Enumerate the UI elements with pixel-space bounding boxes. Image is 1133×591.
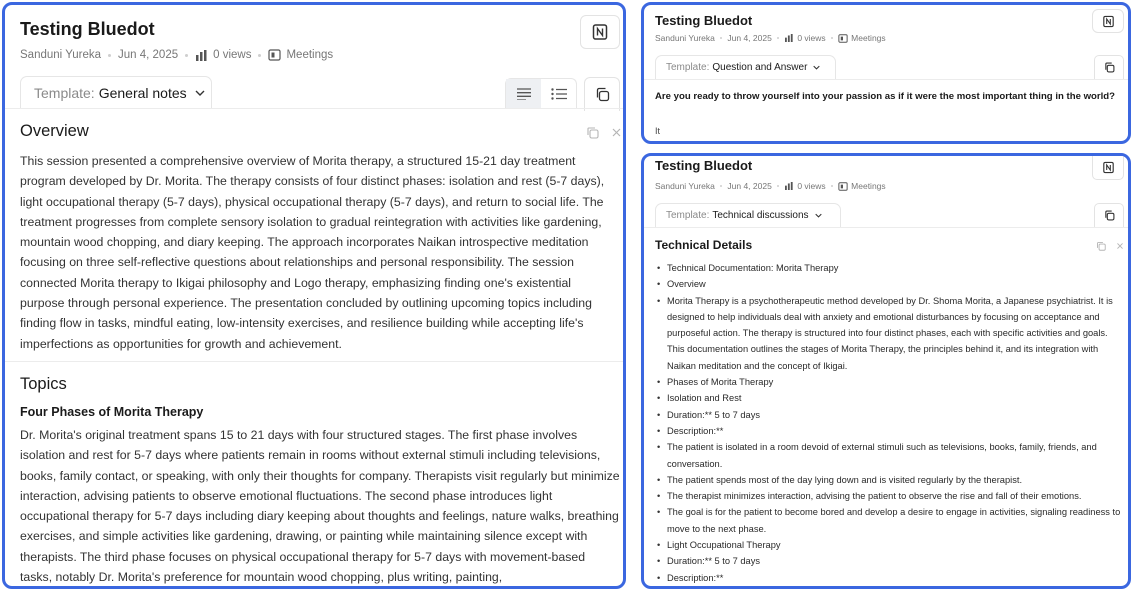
bullet-item: • The goal is for the patient to become bored and develop a desire to engage in activities, signaling readiness to move to the next phase. (656, 504, 1124, 537)
bullet-item: • Morita Therapy is a psychotherapeutic method developed by Dr. Shoma Morita, a Japanese psychiatrist. It is designed to help individuals deal with anxiety and emotional disturbances by focusing on acceptance and purposeful action. The therapy is structured into four distinct phases, each with specific activities and goals. This documentation outlines the stages of Morita Therapy, the principles behind it, and its integration with Naikan meditation and the concept of Ikigai. (656, 293, 1124, 374)
views-count: 0 views (784, 33, 825, 43)
copy-icon (1104, 62, 1115, 73)
overview-text: This session presented a comprehensive overview of Morita therapy, a structured 15-21 day treatment program developed by Dr. Morita. The therapy consists of four distinct phases: isolation and rest (5-7 days), light occupational therapy (5-7 days), physical occupational therapy (5-7 days), and return to social life. The treatment progresses from complete sensory isolation to gradual reintegration with activities like gardening, mountain wood chopping, and diary keeping. The approach incorporates Naikan introspective meditation focusing on three self-reflective questions about relationships and personal responsibility. The session connected Morita therapy to Ikigai philosophy and Logo therapy, emphasizing finding one's existential purpose through personal experience. The presentation concluded by outlining upcoming topics including finding flow in tasks, mindful eating, low-intensity exercises, and resilience building while accepting life's imperfections as opportunities for growth and achievement. (20, 154, 605, 351)
topic-text: Dr. Morita's original treatment spans 15 to 21 days with four structured stages. The first phase involves isolation and rest for 5-7 days where patients remain in rooms without external stimuli including televisions, books, family contact, or speaking, with only their thoughts for company. Therapists visit regularly but minimize interaction, advising patients to observe emotional fluctuations. The second phase introduces light occupational therapy for 5-7 days including diary keeping about thoughts and feelings, nature walks, breathing exercises, and simple activities like gardening, drawing, or painting while maintaining silence except with therapists. The third phase focuses on physical occupational therapy for 5-7 days with movement-based tasks, notably Dr. Morita's preference for mountain wood chopping, plus writing, painting, (20, 428, 620, 585)
topic-subheading: Four Phases of Morita Therapy (20, 405, 204, 419)
author-name: Sanduni Yureka (20, 49, 101, 61)
views-count: 0 views (784, 181, 825, 191)
separator-dot (185, 54, 188, 57)
paragraph-view-button[interactable] (506, 79, 541, 109)
notion-icon (1102, 15, 1115, 28)
close-icon[interactable] (611, 127, 622, 138)
template-selector[interactable]: Template: General notes (20, 76, 212, 108)
bullet-item: • Technical Documentation: Morita Therapy (656, 260, 1124, 276)
qa-question: Are you ready to throw yourself into your passion as if it were the most important thing in the world? (655, 91, 1116, 102)
paragraph-icon (516, 88, 532, 100)
bullet-item: • Description:** (656, 423, 1124, 439)
author-name: Sanduni Yureka (655, 33, 715, 43)
separator-dot (720, 37, 723, 40)
folder-icon (838, 182, 848, 191)
bullet-item: • Isolation and Rest (656, 390, 1124, 406)
meeting-title: Testing Bluedot (655, 13, 753, 28)
qa-answer: It (655, 126, 661, 136)
meeting-meta (20, 47, 333, 63)
views-count: 0 views (195, 49, 251, 61)
separator-dot (777, 185, 780, 188)
folder-icon (838, 34, 848, 43)
notion-export-button[interactable] (1092, 156, 1124, 180)
bullet-item: • The patient spends most of the day lying down and is visited regularly by the therapist. (656, 472, 1124, 488)
bullet-item: • Overview (656, 276, 1124, 292)
meeting-title: Testing Bluedot (655, 158, 753, 173)
notion-export-button[interactable] (580, 15, 620, 49)
notion-icon (1102, 161, 1115, 174)
copy-section-icon[interactable] (586, 126, 599, 139)
separator-dot (777, 37, 780, 40)
bar-chart-icon (784, 182, 794, 190)
copy-icon (595, 87, 610, 102)
notion-export-button[interactable] (1092, 9, 1124, 33)
chevron-down-icon (813, 65, 820, 70)
technical-details-heading: Technical Details (655, 238, 753, 252)
bullet-item: • Duration:** 5 to 7 days (656, 407, 1124, 423)
meeting-title: Testing Bluedot (20, 19, 155, 39)
folder-link[interactable]: Meetings (838, 33, 886, 43)
separator-dot (831, 37, 834, 40)
copy-all-button[interactable] (1094, 203, 1124, 227)
header-divider (5, 108, 626, 109)
meeting-date: Jun 4, 2025 (727, 181, 772, 191)
bullet-item: • Duration:** 5 to 7 days (656, 553, 1124, 569)
separator-dot (831, 185, 834, 188)
technical-bullet-list (656, 260, 1124, 586)
bullet-item: • The therapist minimizes interaction, advising the patient to observe the rise and fall of their emotions. (656, 488, 1124, 504)
separator-dot (108, 54, 111, 57)
header-divider (644, 79, 1131, 80)
notes-panel-technical (641, 153, 1131, 589)
notes-panel-general (2, 2, 626, 589)
list-view-button[interactable] (541, 79, 576, 109)
view-mode-toggle (505, 78, 577, 108)
template-selector[interactable]: Template: Question and Answer (655, 55, 836, 79)
folder-icon (268, 49, 281, 61)
copy-all-button[interactable] (1094, 55, 1124, 79)
meeting-date: Jun 4, 2025 (118, 49, 179, 61)
meeting-meta (655, 32, 886, 44)
folder-link[interactable]: Meetings (838, 181, 886, 191)
bullet-item: • Description:** (656, 570, 1124, 586)
template-selector[interactable]: Template: Technical discussions (655, 203, 841, 227)
copy-icon (1104, 210, 1115, 221)
bar-chart-icon (784, 34, 794, 42)
chevron-down-icon (815, 213, 822, 218)
header-divider (644, 227, 1131, 228)
meeting-date: Jun 4, 2025 (727, 33, 772, 43)
author-name: Sanduni Yureka (655, 181, 715, 191)
bar-chart-icon (195, 50, 208, 61)
chevron-down-icon (195, 90, 205, 96)
section-divider (5, 361, 626, 362)
bullet-item: • Phases of Morita Therapy (656, 374, 1124, 390)
bullet-item: • Light Occupational Therapy (656, 537, 1124, 553)
separator-dot (720, 185, 723, 188)
notes-panel-qa (641, 2, 1131, 144)
overview-heading: Overview (20, 122, 89, 140)
copy-section-icon[interactable] (1096, 241, 1106, 251)
separator-dot (258, 54, 261, 57)
copy-all-button[interactable] (584, 77, 620, 111)
close-icon[interactable] (1116, 242, 1124, 250)
list-icon (551, 88, 567, 100)
folder-link[interactable]: Meetings (268, 49, 333, 61)
bullet-item: • The patient is isolated in a room devoid of external stimuli such as televisions, books, family, friends, and conversation. (656, 439, 1124, 472)
notion-icon (591, 23, 609, 41)
topics-heading: Topics (20, 375, 67, 393)
meeting-meta (655, 180, 886, 192)
